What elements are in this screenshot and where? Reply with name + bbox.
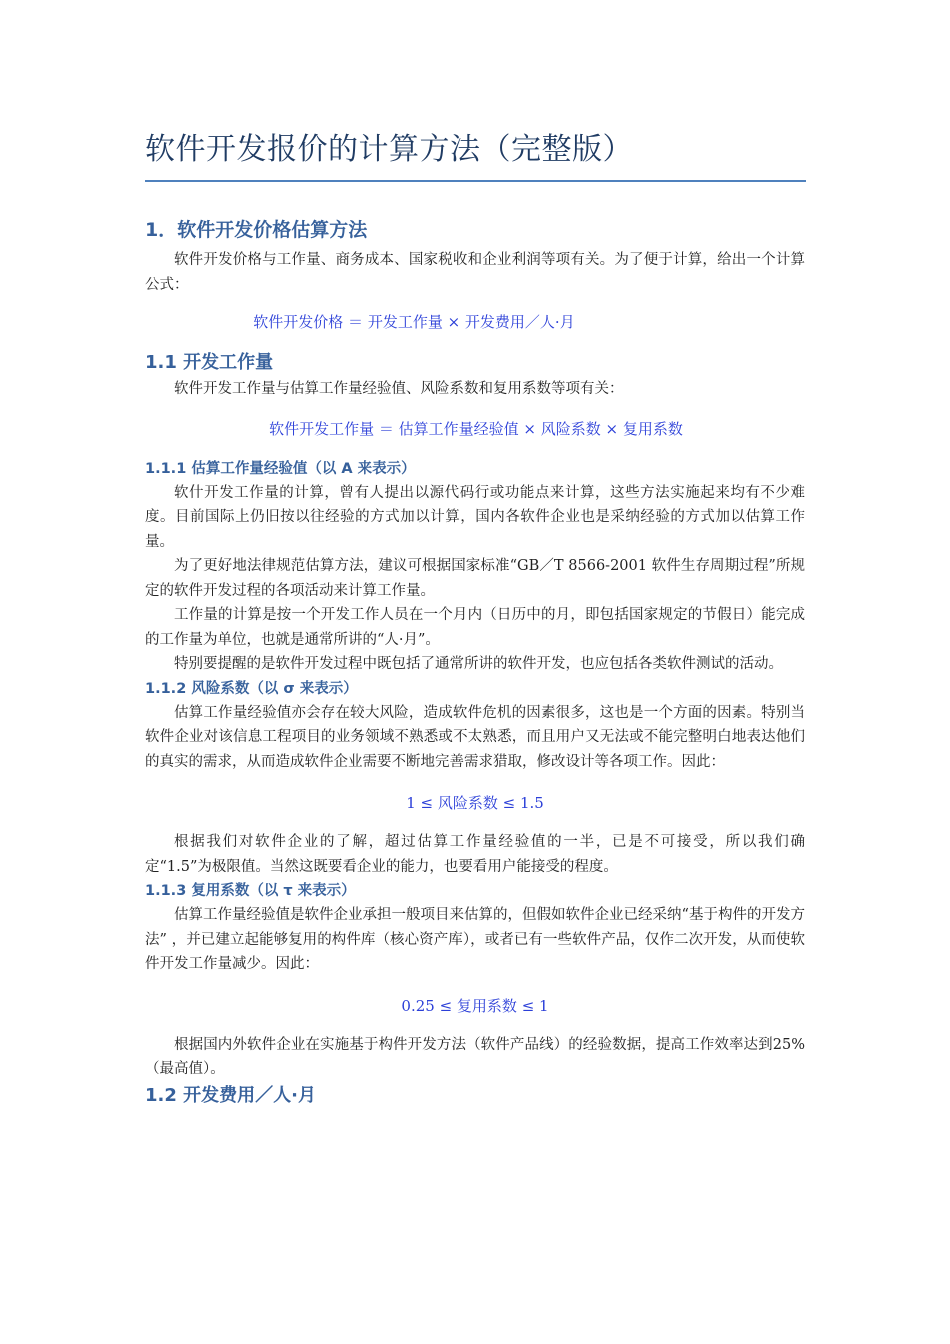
section-1-1-intro: 软件开发工作量与估算工作量经验值、风险系数和复用系数等项有关： xyxy=(174,381,624,397)
workload-formula: 软件开发工作量 ＝ 估算工作量经验值 × 风险系数 × 复用系数 xyxy=(269,419,683,438)
section-1-1-2-paragraph: 估算工作量经验值亦会存在较大风险，造成软件危机的因素很多，这也是一个方面的因素。特别当软件企业对该信息工程项目的业务领域不熟悉或不太熟悉，而且用户又无法或不能完整明白地表达他们的真实的需求，从而造成软件企业需要不断地完善需求猎取，修改设计等各项工作。因此： xyxy=(145,704,805,770)
document-body xyxy=(145,212,805,1110)
section-1-1-1-paragraph: 特别要提醒的是软件开发过程中既包括了通常所讲的软件开发，也应包括各类软件测试的活动。 xyxy=(174,656,783,672)
section-1-1-1-heading: 1.1.1 估算工作量经验值（以 A 来表示） xyxy=(145,460,416,477)
section-1-1-heading: 1.1 开发工作量 xyxy=(145,352,274,373)
section-1-2-heading: 1.2 开发费用／人·月 xyxy=(145,1084,316,1106)
reuse-coefficient-formula: 0.25 ≤ 复用系数 ≤ 1 xyxy=(401,996,549,1015)
price-formula: 软件开发价格 ＝ 开发工作量 × 开发费用／人·月 xyxy=(253,313,575,331)
section-1-1-1-paragraph: 软什开发工作量的计算，曾有人提出以源代码行或功能点来计算，这些方法实施起来均有不少难度。目前国际上仍旧按以往经验的方式加以计算，国内各软件企业也是采纳经验的方式加以估算工作量。 xyxy=(145,484,805,550)
section-1-intro: 软件开发价格与工作量、商务成本、国家税收和企业利润等项有关。为了便于计算，给出一个计算公式： xyxy=(145,252,805,293)
section-1-1-1-paragraph: 为了更好地法律规范估算方法，建议可根据国家标准“GB／T 8566-2001 软件生存周期过程”所规定的软件开发过程的各项活动来计算工作量。 xyxy=(145,558,805,599)
section-1-1-3-heading: 1.1.3 复用系数（以 τ 来表示） xyxy=(145,883,356,899)
section-1-1-1-paragraph: 工作量的计算是按一个开发工作人员在一个月内（日历中的月，即包括国家规定的节假日）能完成的工作量为单位，也就是通常所讲的“人·月”。 xyxy=(145,607,805,648)
risk-coefficient-formula: 1 ≤ 风险系数 ≤ 1.5 xyxy=(406,794,544,812)
section-1-1-2-heading: 1.1.2 风险系数（以 σ 来表示） xyxy=(145,680,358,697)
section-1-1-2-paragraph: 根据我们对软件企业的了解，超过估算工作量经验值的一半，已是不可接受，所以我们确定“1.5”为极限值。当然这既要看企业的能力，也要看用户能接受的程度。 xyxy=(145,834,805,875)
section-1-heading: 1．软件开发价格估算方法 xyxy=(145,219,368,241)
section-1-1-3-paragraph: 估算工作量经验值是软件企业承担一般项目来估算的，但假如软件企业已经采纳“基于构件的开发方法” ，并已建立起能够复用的构件库（核心资产库），或者已有一些软件产品，仅作二次开发，从而使软件开发工作量减少。因此： xyxy=(145,907,805,972)
section-1-1-3-paragraph: 根据国内外软件企业在实施基于构件开发方法（软件产品线）的经验数据，提高工作效率达到25%（最高值）。 xyxy=(145,1036,805,1077)
document-title: 软件开发报价的计算方法（完整版） xyxy=(145,132,633,167)
title-divider xyxy=(145,180,806,182)
